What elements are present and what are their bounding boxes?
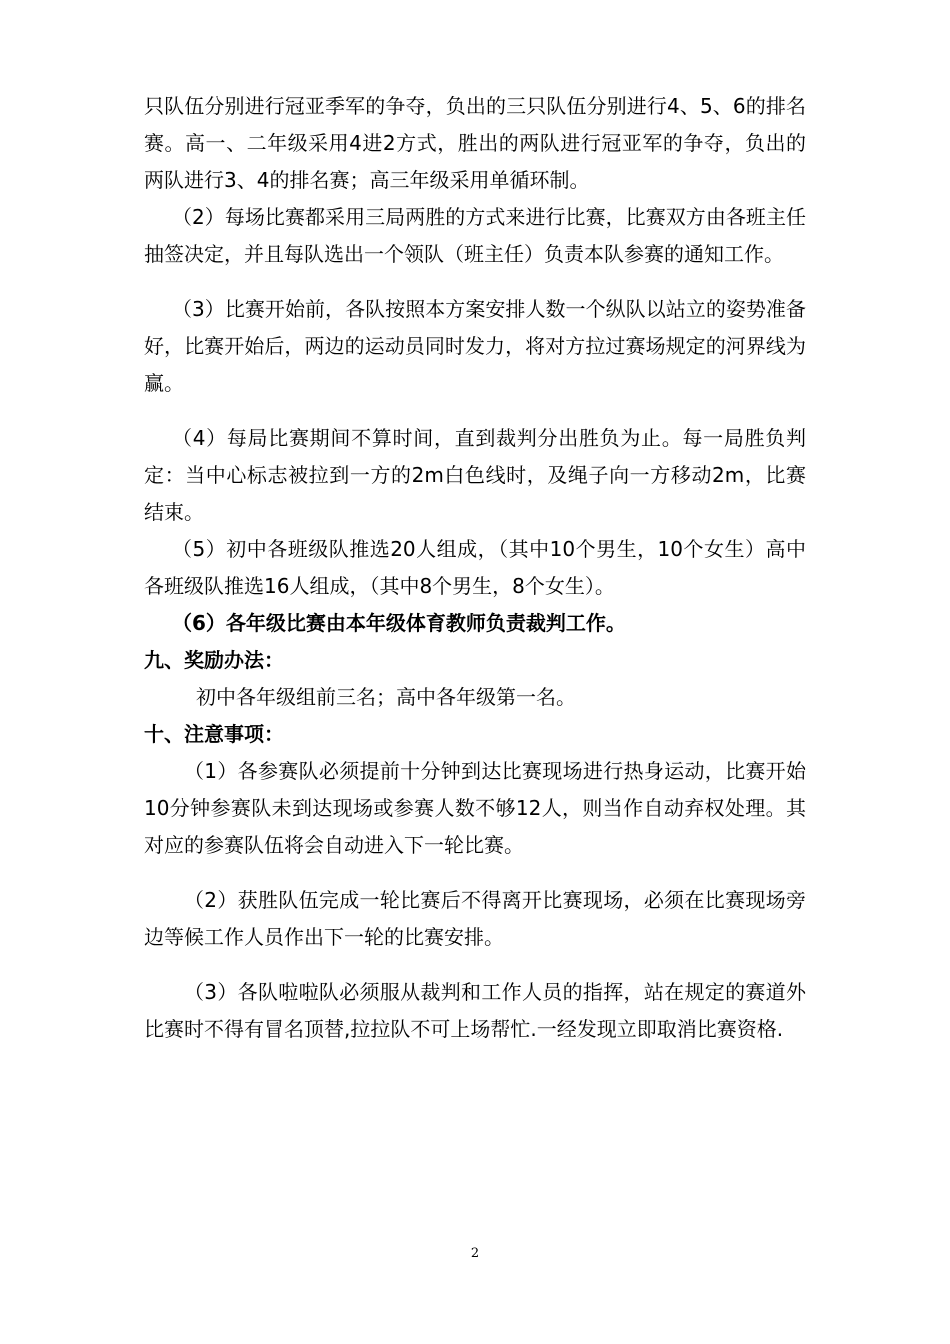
paragraph-ranking-rules: 只队伍分别进行冠亚季军的争夺，负出的三只队伍分别进行4、5、6的排名赛。高一、二年级采用4进2方式，胜出的两队进行冠亚军的争夺，负出的两队进行3、4的排名赛；高三年级采用单循环制。	[144, 94, 806, 192]
paragraph-rule-5: （5）初中各班级队推选20人组成，（其中10个男生，10个女生）高中各班级队推选16人组成，（其中8个男生，8个女生）。	[144, 537, 806, 598]
page-number: 2	[470, 1246, 480, 1261]
paragraph-rule-4: （4）每局比赛期间不算时间，直到裁判分出胜负为止。每一局胜负判定：当中心标志被拉到一方的2m白色线时，及绳子向一方移动2m，比赛结束。	[144, 426, 806, 524]
notes-item-3: （3）各队啦啦队必须服从裁判和工作人员的指挥，站在规定的赛道外比赛时不得有冒名顶替,拉拉队不可上场帮忙.一经发现立即取消比赛资格.	[144, 980, 806, 1041]
paragraph-rule-3: （3）比赛开始前，各队按照本方案安排人数一个纵队以站立的姿势准备好，比赛开始后，两边的运动员同时发力，将对方拉过赛场规定的河界线为赢。	[144, 297, 806, 395]
paragraph-rule-2: （2）每场比赛都采用三局两胜的方式来进行比赛，比赛双方由各班主任抽签决定，并且每队选出一个领队（班主任）负责本队参赛的通知工作。	[144, 205, 806, 266]
awards-text: 初中各年级组前三名；高中各年级第一名。	[196, 685, 576, 709]
section-heading-awards: 九、奖励办法：	[144, 648, 284, 672]
notes-item-1: （1）各参赛队必须提前十分钟到达比赛现场进行热身运动，比赛开始10分钟参赛队未到达现场或参赛人数不够12人，则当作自动弃权处理。其对应的参赛队伍将会自动进入下一轮比赛。	[144, 759, 806, 857]
paragraph-rule-6: （6）各年级比赛由本年级体育教师负责裁判工作。	[172, 611, 626, 635]
document-body	[144, 88, 806, 1048]
notes-item-2: （2）获胜队伍完成一轮比赛后不得离开比赛现场，必须在比赛现场旁边等候工作人员作出下一轮的比赛安排。	[144, 888, 806, 949]
section-heading-notes: 十、注意事项：	[144, 722, 284, 746]
